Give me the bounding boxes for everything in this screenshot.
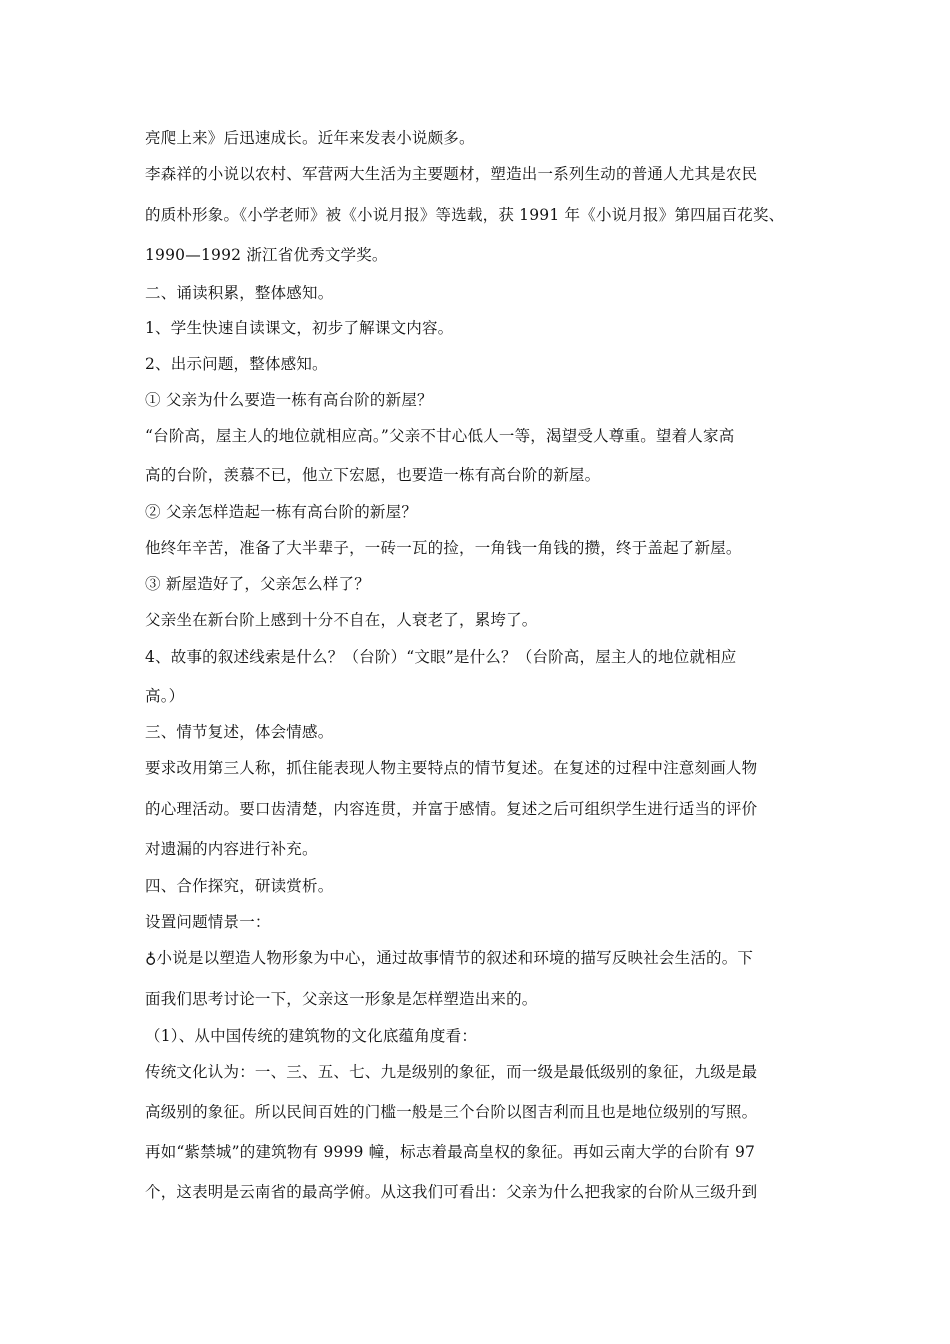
text-line: 高级别的象征。所以民间百姓的门槛一般是三个台阶以图吉利而且也是地位级别的写照。 (145, 1103, 758, 1121)
text-line: ♁小说是以塑造人物形象为中心，通过故事情节的叙述和环境的描写反映社会生活的。下 (145, 949, 754, 967)
text-line: 1、学生快速自读课文，初步了解课文内容。 (145, 319, 454, 337)
text-line: 2、出示问题，整体感知。 (145, 355, 328, 373)
text-line: 的质朴形象。《小学老师》被《小说月报》等选载，获 1991 年《小说月报》第四届百花奖、 (145, 206, 785, 224)
question-line: ③ 新屋造好了，父亲怎么样了？ (145, 575, 370, 593)
text-line: 个，这表明是云南省的最高学俯。从这我们可看出：父亲为什么把我家的台阶从三级升到 (145, 1183, 758, 1201)
text-line: 李森祥的小说以农村、军营两大生活为主要题材，塑造出一系列生动的普通人尤其是农民 (145, 165, 758, 183)
text-line: 面我们思考讨论一下，父亲这一形象是怎样塑造出来的。 (145, 990, 538, 1008)
text-line: 设置问题情景一： (145, 913, 271, 931)
text-line: 再如“紫禁城”的建筑物有 9999 幢，标志着最高皇权的象征。再如云南大学的台阶有 97 (145, 1143, 756, 1161)
section-heading: 二、诵读积累，整体感知。 (145, 284, 334, 302)
text-line: 4、故事的叙述线索是什么？（台阶）“文眼”是什么？（台阶高，屋主人的地位就相应 (145, 648, 737, 666)
text-line: 对遗漏的内容进行补充。 (145, 840, 318, 858)
text-line: 传统文化认为：一、三、五、七、九是级别的象征，而一级是最低级别的象征，九级是最 (145, 1063, 758, 1081)
question-line: ① 父亲为什么要造一栋有高台阶的新屋？ (145, 391, 433, 409)
text-line: 高。） (145, 687, 185, 705)
question-line: ② 父亲怎样造起一栋有高台阶的新屋？ (145, 503, 418, 521)
text-line: 他终年辛苦，准备了大半辈子，一砖一瓦的捡，一角钱一角钱的攒，终于盖起了新屋。 (145, 539, 742, 557)
text-line: 父亲坐在新台阶上感到十分不自在，人衰老了，累垮了。 (145, 611, 538, 629)
section-heading: 三、情节复述，体会情感。 (145, 723, 334, 741)
text-line: 1990—1992 浙江省优秀文学奖。 (145, 246, 388, 264)
text-line: 高的台阶，羡慕不已，他立下宏愿，也要造一栋有高台阶的新屋。 (145, 466, 601, 484)
text-line: （1）、从中国传统的建筑物的文化底蕴角度看： (145, 1027, 478, 1045)
text-line: 要求改用第三人称，抓住能表现人物主要特点的情节复述。在复述的过程中注意刻画人物 (145, 759, 758, 777)
text-line: 的心理活动。要口齿清楚，内容连贯，并富于感情。复述之后可组织学生进行适当的评价 (145, 800, 758, 818)
text-line: “台阶高，屋主人的地位就相应高。”父亲不甘心低人一等，渴望受人尊重。望着人家高 (145, 427, 735, 445)
text-line: 亮爬上来》后迅速成长。近年来发表小说颇多。 (145, 129, 475, 147)
section-heading: 四、合作探究，研读赏析。 (145, 877, 334, 895)
